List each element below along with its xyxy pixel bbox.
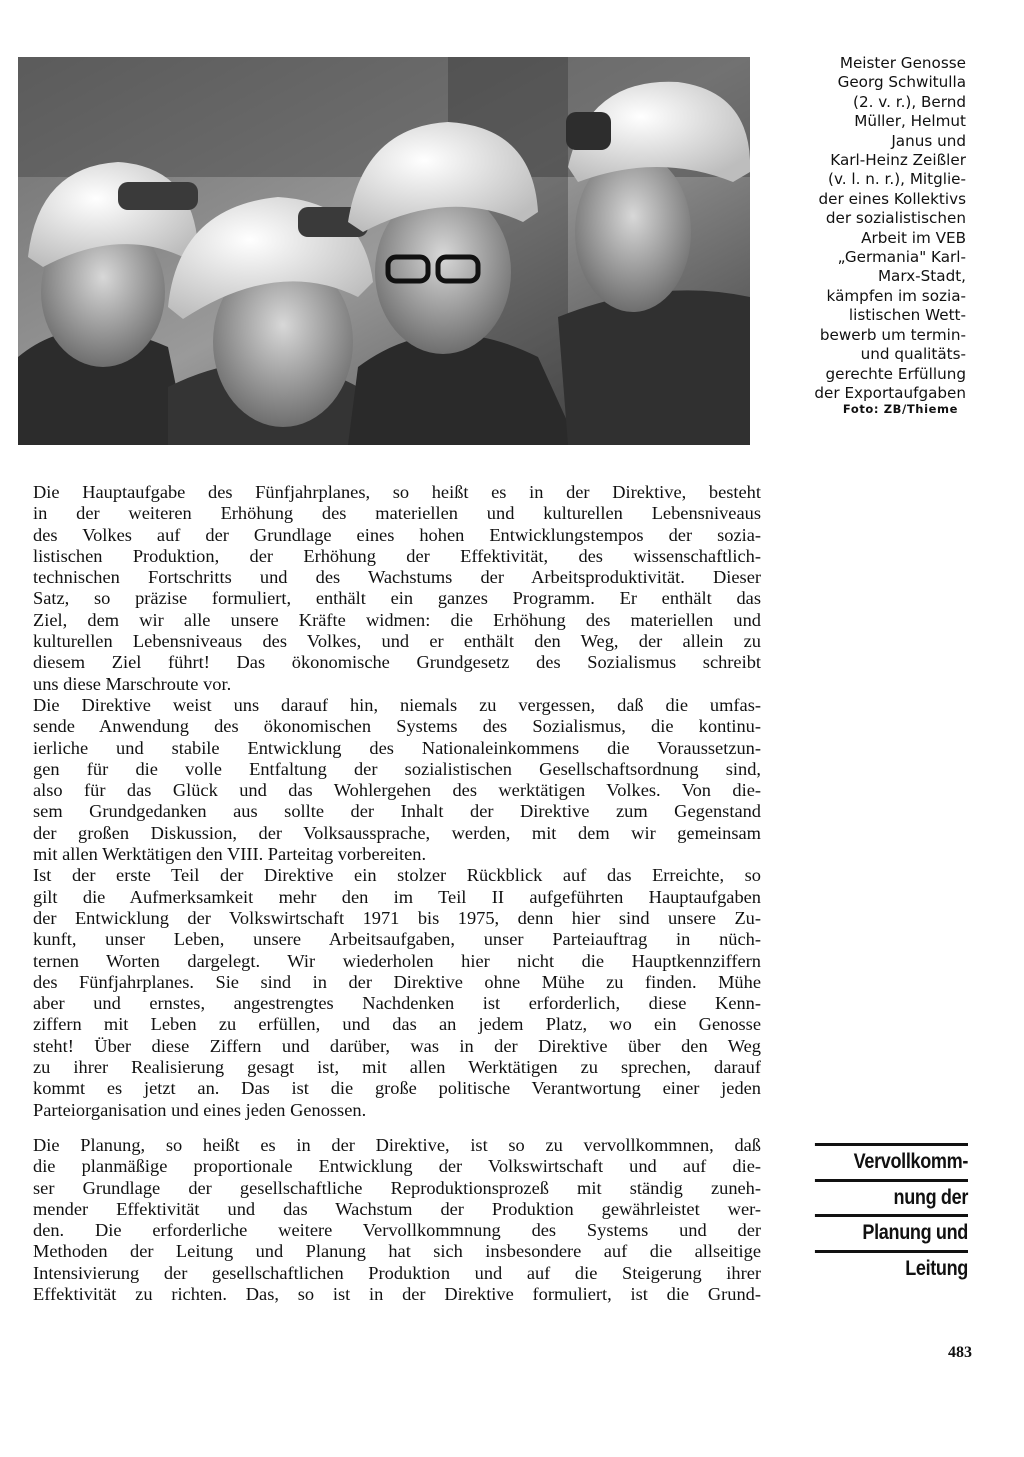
text-line: sem Grundgedanken aus sollte der Inhalt der Direktive zum Gegenstand bbox=[33, 801, 761, 822]
text-line: der Entwicklung der Volkswirtschaft 1971 bis 1975, denn hier sind unsere Zu- bbox=[33, 907, 761, 928]
caption-line: Meister Genosse bbox=[839, 54, 966, 72]
text-line: Ist der erste Teil der Direktive ein stolzer Rückblick auf das Erreichte, so bbox=[33, 865, 761, 886]
text-line: Ziel, dem wir alle unsere Kräfte widmen: die Erhöhung des materiellen und bbox=[33, 609, 761, 630]
text-line: Die Direktive weist uns darauf hin, niemals zu vergessen, daß die umfas- bbox=[33, 694, 761, 715]
text-line: des Fünfjahrplanes. Sie sind in der Direktive ohne Mühe zu finden. Mühe bbox=[33, 971, 761, 992]
caption-line: Müller, Helmut bbox=[854, 112, 966, 131]
text-line: aber und ernstes, angestrengtes Nachdenken ist erforderlich, diese Kenn- bbox=[33, 993, 761, 1014]
text-line: uns diese Marschroute vor. bbox=[33, 673, 232, 694]
caption-line: kämpfen im sozia- bbox=[826, 286, 966, 305]
text-line: also für das Glück und das Wohlergehen des werktätigen Volkes. Von die- bbox=[33, 780, 761, 801]
caption-line: der eines Kollektivs bbox=[818, 189, 966, 208]
caption-line: der Exportaufgaben bbox=[814, 383, 966, 402]
paragraph-1 bbox=[33, 482, 761, 695]
text-line: listischen Produktion, der Erhöhung der Effektivität, des wissenschaftlich- bbox=[33, 545, 761, 566]
text-line: sende Anwendung des ökonomischen Systems des Sozialismus, die kontinu- bbox=[33, 716, 761, 737]
text-line: die planmäßige proportionale Entwicklung der Volkswirtschaft und auf die- bbox=[33, 1156, 761, 1177]
caption-line: listischen Wett- bbox=[848, 306, 966, 325]
text-line: Die Hauptaufgabe des Fünfjahrplanes, so heißt es in der Direktive, besteht bbox=[33, 482, 761, 502]
text-line: diesem Ziel führt! Das ökonomische Grundgesetz des Sozialismus schreibt bbox=[33, 652, 761, 673]
photo-illustration bbox=[18, 57, 750, 445]
paragraph-3 bbox=[33, 865, 761, 1121]
page-number: 483 bbox=[948, 1344, 972, 1361]
text-line: den. Die erforderliche weitere Vervollkommnung des Systems und der bbox=[33, 1220, 761, 1241]
text-line: kunft, unser Leben, unsere Arbeitsaufgaben, unser Parteiauftrag in nüch- bbox=[33, 929, 761, 950]
text-line: kulturellen Lebensniveaus des Volkes, und er enthält den Weg, der allein zu bbox=[33, 631, 761, 652]
text-line: ierliche und stabile Entwicklung des Nationaleinkommens die Voraussetzun- bbox=[33, 737, 761, 758]
section-gap bbox=[33, 1121, 761, 1135]
text-line: gen für die volle Entfaltung der sozialistischen Gesellschaftsordnung sind, bbox=[33, 758, 761, 779]
caption-line: „Germania" Karl- bbox=[837, 248, 966, 267]
caption-line: Karl-Heinz Zeißler bbox=[830, 151, 966, 170]
text-line: gilt die Aufmerksamkeit mehr den im Teil II aufgeführten Hauptaufgaben bbox=[33, 886, 761, 907]
text-line: zu ihrer Realisierung gesagt ist, mit allen Werktätigen zu sprechen, darauf bbox=[33, 1057, 761, 1078]
text-line: kommt es jetzt an. Das ist die große politische Verantwortung einer jeden bbox=[33, 1078, 761, 1099]
caption-line: Marx-Stadt, bbox=[877, 267, 966, 286]
photo-workers-hardhats bbox=[18, 57, 750, 445]
caption-line: und qualitäts- bbox=[860, 345, 966, 364]
side-heading-line: nung der bbox=[815, 1179, 968, 1211]
text-line: steht! Über diese Ziffern und darüber, was in der Direktive über den Weg bbox=[33, 1035, 761, 1056]
caption-line: (v. l. n. r.), Mitglie- bbox=[828, 170, 966, 189]
text-line: ziffern mit Leben zu erfüllen, und das an jedem Platz, wo ein Genosse bbox=[33, 1014, 761, 1035]
side-heading-line: Vervollkomm- bbox=[815, 1143, 968, 1175]
photo-caption bbox=[778, 54, 966, 403]
article-body bbox=[33, 482, 761, 1305]
caption-line: Arbeit im VEB bbox=[861, 228, 966, 247]
text-line: mit allen Werktätigen den VIII. Parteitag vorbereiten. bbox=[33, 844, 427, 865]
paragraph-2 bbox=[33, 695, 761, 865]
text-line: Effektivität zu richten. Das, so ist in der Direktive formuliert, ist die Grund- bbox=[33, 1283, 761, 1304]
photo-credit: Foto: ZB/Thieme bbox=[842, 402, 958, 416]
text-line: Intensivierung der gesellschaftlichen Produktion und auf die Steigerung ihrer bbox=[33, 1262, 761, 1283]
side-heading-line: Leitung bbox=[815, 1250, 968, 1282]
text-line: in der weiteren Erhöhung des materiellen und kulturellen Lebensniveaus bbox=[33, 503, 761, 524]
text-line: Methoden der Leitung und Planung hat sich insbesondere auf die allseitige bbox=[33, 1241, 761, 1262]
text-line: des Volkes auf der Grundlage eines hohen Entwicklungstempos der sozia- bbox=[33, 524, 761, 545]
text-line: Die Planung, so heißt es in der Direktive, ist so zu vervollkommnen, daß bbox=[33, 1134, 761, 1155]
text-line: Parteiorganisation und eines jeden Genossen. bbox=[33, 1099, 367, 1120]
caption-line: Georg Schwitulla bbox=[837, 73, 966, 92]
caption-line: der sozialistischen bbox=[825, 209, 966, 228]
text-line: ser Grundlage der gesellschaftliche Reproduktionsprozeß mit ständig zuneh- bbox=[33, 1177, 761, 1198]
text-line: Satz, so präzise formuliert, enthält ein ganzes Programm. Er enthält das bbox=[33, 588, 761, 609]
text-line: technischen Fortschritts und des Wachstums der Arbeitsproduktivität. Dieser bbox=[33, 567, 761, 588]
caption-line: (2. v. r.), Bernd bbox=[853, 92, 966, 111]
caption-line: Janus und bbox=[891, 131, 966, 150]
text-line: mender Effektivität und das Wachstum der Produktion gewährleistet wer- bbox=[33, 1198, 761, 1219]
side-heading-line: Planung und bbox=[815, 1214, 968, 1246]
caption-line: bewerb um termin- bbox=[819, 325, 966, 344]
caption-line: gerechte Erfüllung bbox=[825, 364, 966, 383]
text-line: ternen Worten dargelegt. Wir wiederholen hier nicht die Hauptkennziffern bbox=[33, 950, 761, 971]
paragraph-4 bbox=[33, 1135, 761, 1305]
text-line: der großen Diskussion, der Volksaussprache, werden, mit dem wir gemeinsam bbox=[33, 822, 761, 843]
side-heading bbox=[815, 1143, 968, 1285]
